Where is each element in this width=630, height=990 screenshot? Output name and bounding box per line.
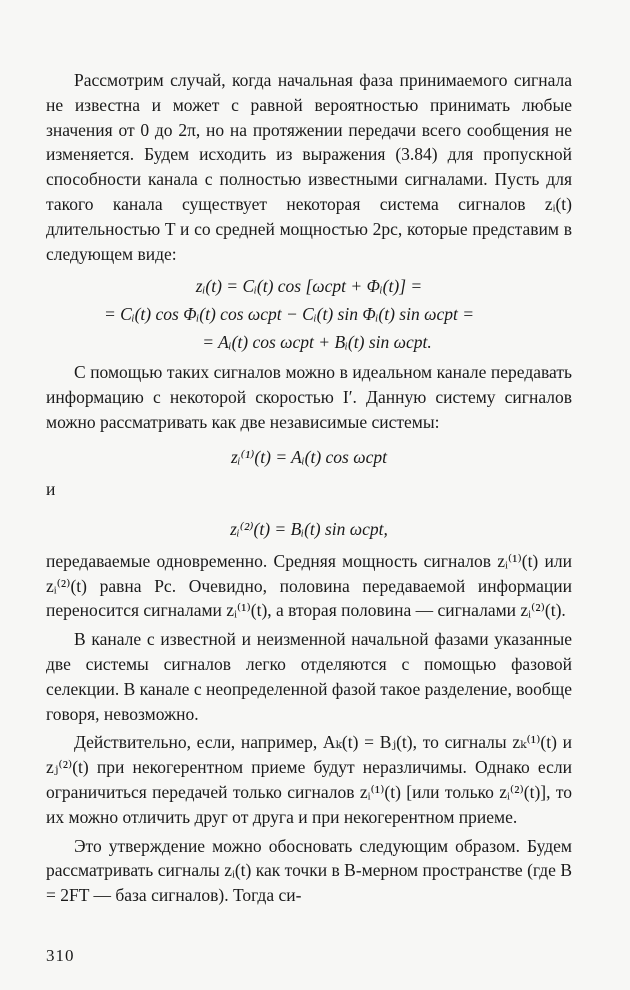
equation-line-1: zᵢ(t) = Cᵢ(t) cos [ωсрt + Φᵢ(t)] =: [195, 276, 423, 297]
equation-first-system: zᵢ⁽¹⁾(t) = Aᵢ(t) cos ωсрt: [231, 446, 387, 467]
paragraph-signal-systems: С помощью таких сигналов можно в идеальном канале передавать информацию с некоторой скоростью I′. Данную систему сигналов можно рассматривать как две независимые системы:: [46, 362, 572, 432]
paragraph-incoherent-reception: Действительно, если, например, Aₖ(t) = Bⱼ(t), то сигналы zₖ⁽¹⁾(t) и zⱼ⁽²⁾(t) при некогерентном приеме будут неразличимы. Однако если ограничиться передачей только сигналов zᵢ⁽¹⁾(t) [или только zᵢ⁽²⁾(t)], то их можно отличить друг от друга и при некогерентном приеме.: [46, 732, 572, 827]
paragraph-intro: Рассмотрим случай, когда начальная фаза принимаемого сигнала не известна и может с равной вероятностью принимать любые значения от 0 до 2π, но на протяжении передачи всего сообщения не изменяется. Будем исходить из выражения (3.84) для пропускной способности канала с полностью известными сигналами. Пусть для такого канала существует некоторая система сигналов zᵢ(t) длительностью T и со средней мощностью 2pс, которые представим в следующем виде:: [46, 70, 572, 264]
equation-second-system: zᵢ⁽²⁾(t) = Bᵢ(t) sin ωсрt,: [230, 518, 388, 539]
paragraph-phase-selection: В канале с известной и неизменной начальной фазами указанные две системы сигналов легко отделяются с помощью фазовой селекции. В канале с неопределенной фазой такое разделение, вообще говоря, невозможно.: [46, 629, 572, 724]
paragraph-transmission: передаваемые одновременно. Средняя мощность сигналов zᵢ⁽¹⁾(t) или zᵢ⁽²⁾(t) равна Pс. Очевидно, половина передаваемой информации переносится сигналами zᵢ⁽¹⁾(t), а вторая половина — сигналами zᵢ⁽²⁾(t).: [46, 550, 572, 621]
page-number: 310: [46, 946, 75, 965]
conjunction-text: и: [46, 478, 56, 499]
paragraph-signal-space: Это утверждение можно обосновать следующим образом. Будем рассматривать сигналы zᵢ(t) как точки в B-мерном пространстве (где B = 2FT — база сигналов). Тогда си-: [46, 835, 572, 906]
equation-signal-decomposition: [46, 272, 572, 356]
equation-line-2: = Cᵢ(t) cos Φᵢ(t) cos ωсрt − Cᵢ(t) sin Φᵢ(t) sin ωсрt =: [103, 304, 475, 325]
equation-line-3: = Aᵢ(t) cos ωсрt + Bᵢ(t) sin ωсрt.: [202, 332, 432, 353]
